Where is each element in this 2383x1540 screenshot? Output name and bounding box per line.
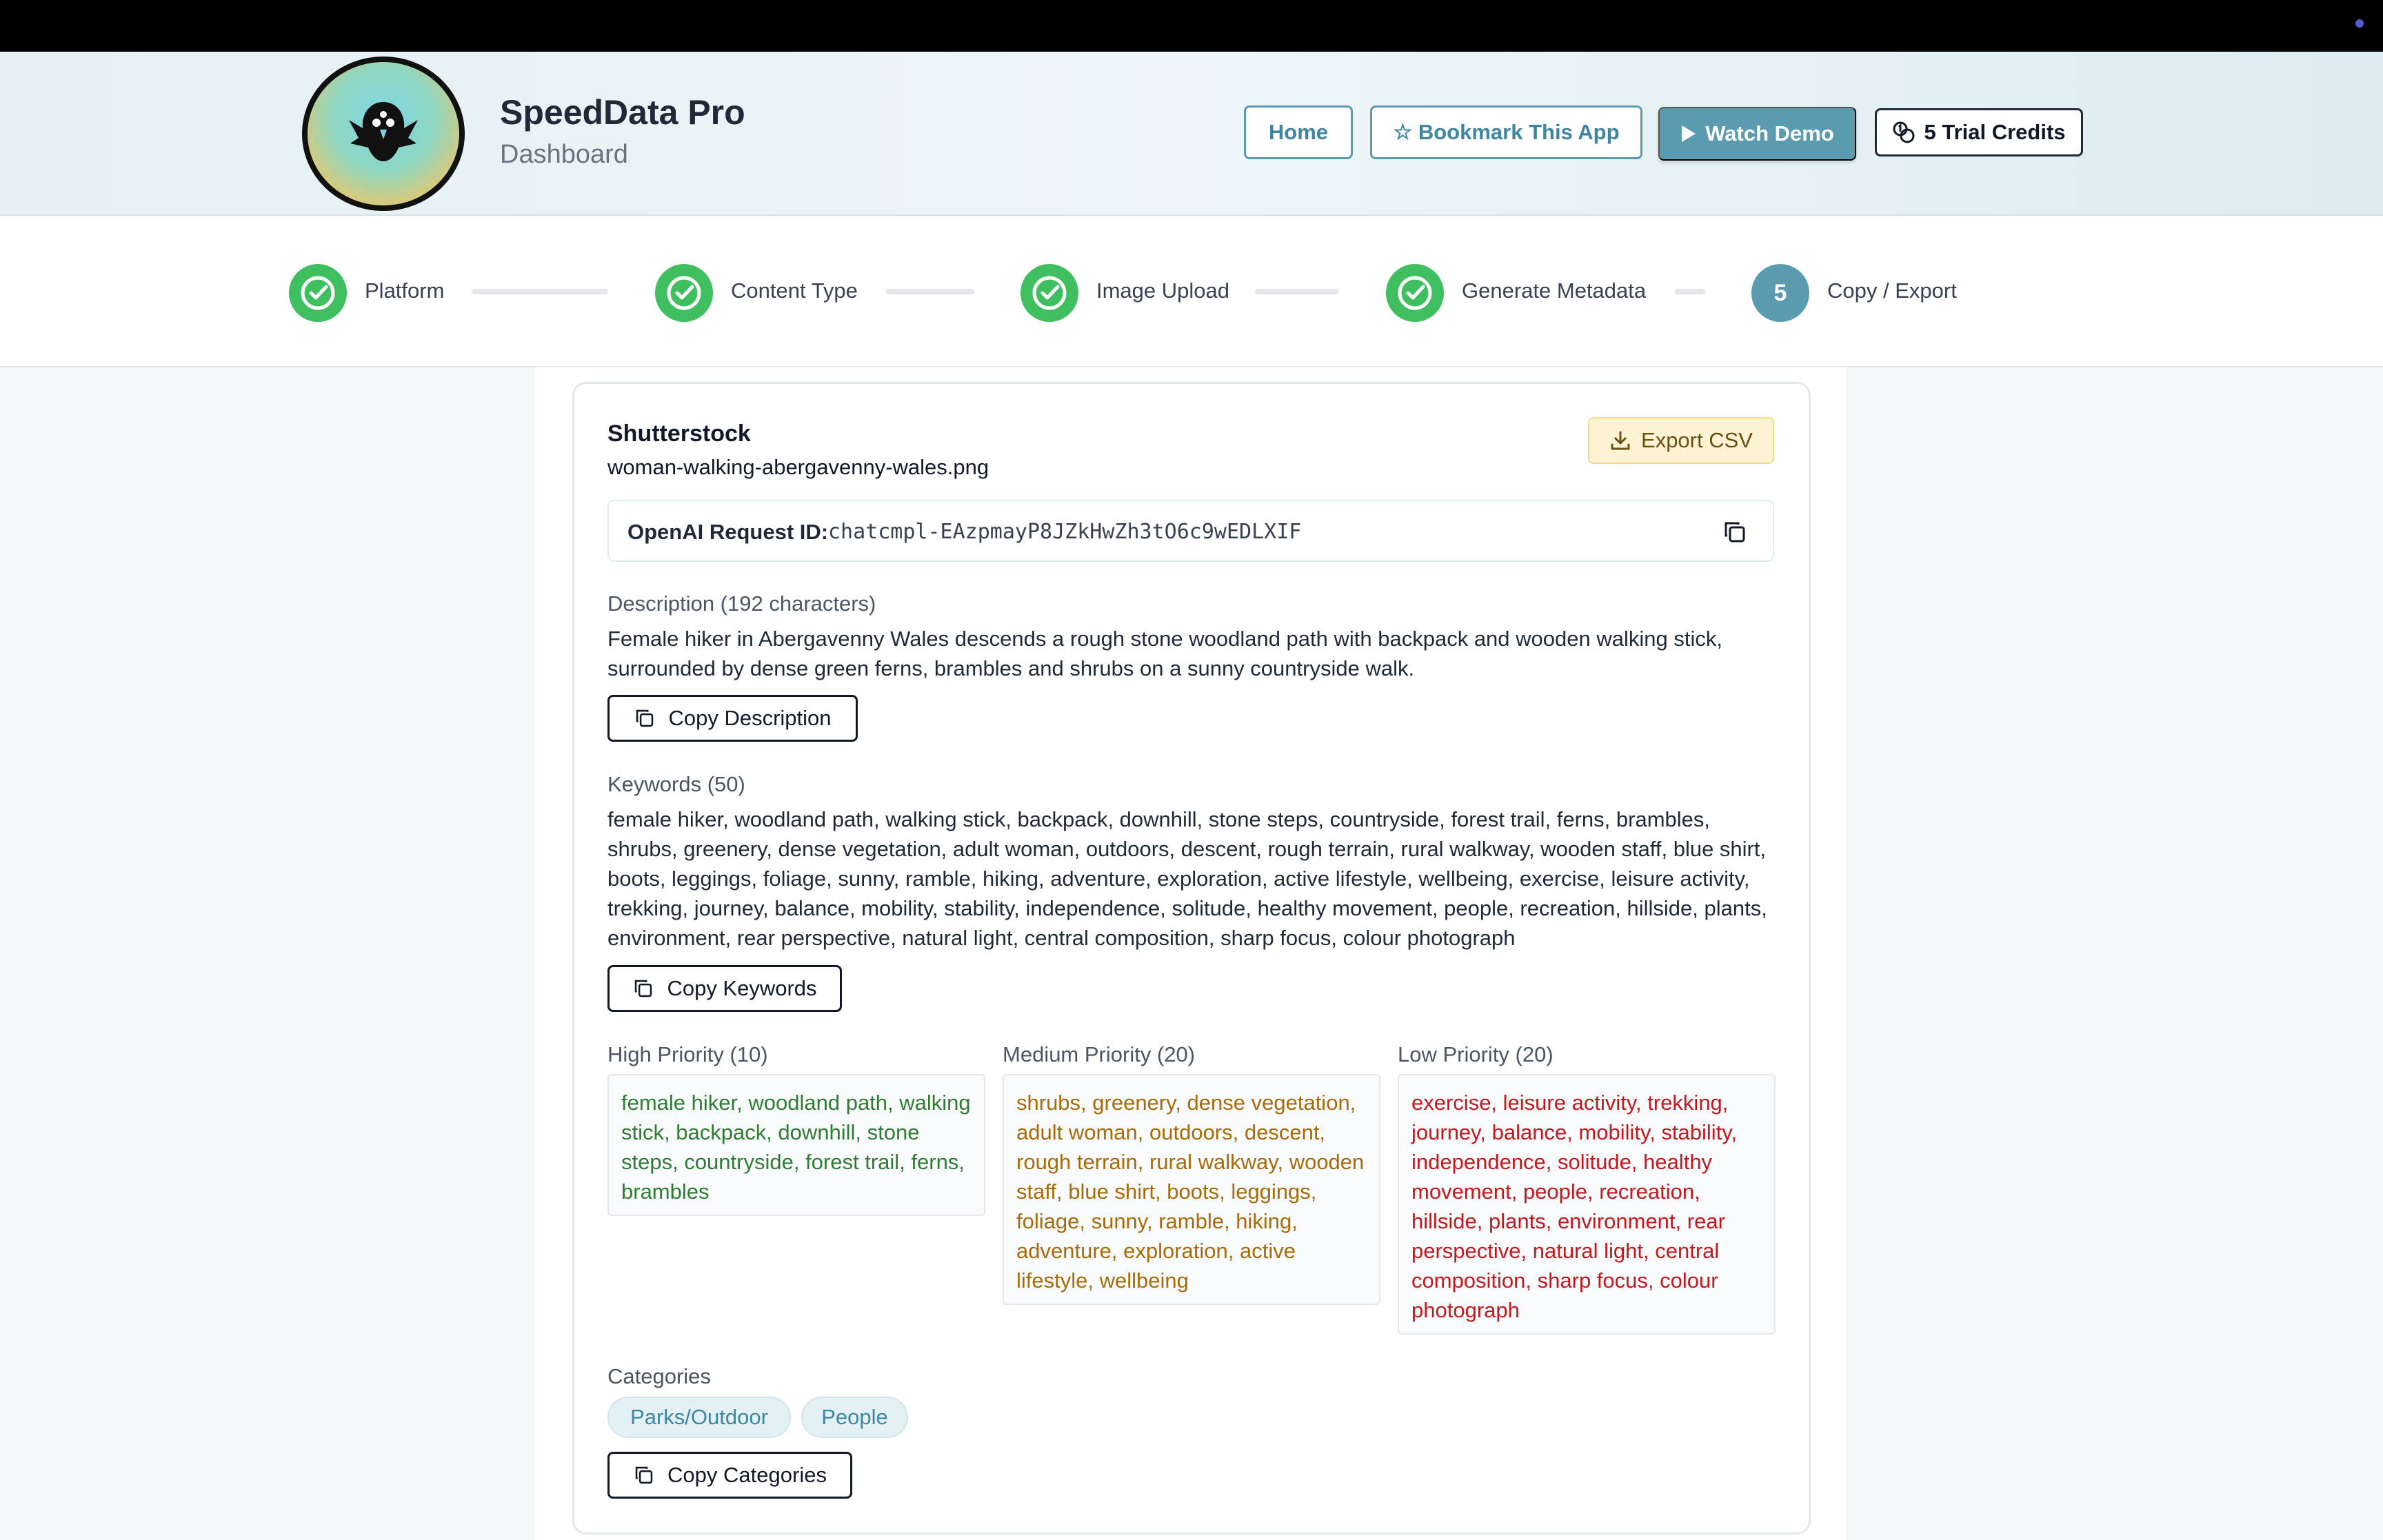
- export-csv-button[interactable]: [1588, 417, 1774, 464]
- category-chip: Parks/Outdoor: [607, 1397, 791, 1438]
- app-title: SpeedData Pro: [500, 93, 745, 132]
- status-dot: [2355, 19, 2364, 28]
- high-priority-keywords: female hiker, woodland path, walking stick, backpack, downhill, stone steps, countryside, forest trail, ferns, brambles: [607, 1074, 985, 1216]
- copy-icon[interactable]: [1722, 519, 1748, 545]
- step-generate-metadata-check-icon[interactable]: [1386, 264, 1444, 322]
- copy-icon: [632, 977, 654, 1000]
- low-priority-label: Low Priority (20): [1398, 1042, 1554, 1066]
- app-subtitle: Dashboard: [500, 140, 628, 169]
- trial-credits-label: 5 Trial Credits: [1924, 120, 2066, 144]
- download-icon: [1609, 429, 1631, 452]
- request-id-value[interactable]: chatcmpl-EAzpmayP8JZkHwZh3tO6c9wEDLXIF: [828, 520, 1302, 544]
- high-priority-label: High Priority (10): [607, 1042, 768, 1066]
- keywords-text: female hiker, woodland path, walking stick, backpack, downhill, stone steps, countryside, forest trail, ferns, brambles, shrubs, greenery, dense vegetation, adult woman, outdoors, descent, rough terrain, rural walkway, wooden staff, blue shirt, boots, leggings, foliage, sunny, ramble, hiking, adventure, exploration, active lifestyle, wellbeing, exercise, leisure activity, trekking, journey, balance, mobility, stability, independence, solitude, healthy movement, people, recreation, hillside, plants, environment, rear perspective, natural light, central composition, sharp focus, colour photograph: [607, 807, 1767, 950]
- export-csv-label: Export CSV: [1641, 428, 1753, 452]
- request-id-label: OpenAI Request ID:: [627, 520, 829, 544]
- step-connector: [472, 289, 608, 294]
- category-chip: People: [801, 1397, 908, 1438]
- request-id-box: [607, 500, 1774, 562]
- step-image-upload-check-icon[interactable]: [1020, 264, 1078, 322]
- step-generate-metadata-label[interactable]: Generate Metadata: [1462, 278, 1647, 303]
- low-priority-keywords: exercise, leisure activity, trekking, journey, balance, mobility, stability, independence, solitude, healthy movement, people, recreation, hillside, plants, environment, rear perspective, natural light, central composition, sharp focus, colour photograph: [1398, 1074, 1776, 1335]
- platform-name: Shutterstock: [607, 421, 751, 447]
- step-image-upload-label[interactable]: Image Upload: [1096, 278, 1230, 303]
- copy-categories-label: Copy Categories: [667, 1463, 827, 1487]
- step-copy-export-number[interactable]: 5: [1751, 264, 1809, 322]
- categories-label: Categories: [607, 1364, 711, 1388]
- watch-demo-label: Watch Demo: [1705, 121, 1834, 145]
- step-connector: [1255, 289, 1339, 294]
- step-content-type-label[interactable]: Content Type: [731, 278, 858, 303]
- step-platform-label[interactable]: Platform: [365, 278, 445, 303]
- copy-description-label: Copy Description: [668, 706, 832, 730]
- step-copy-export-label[interactable]: Copy / Export: [1827, 278, 1957, 303]
- system-top-bar: [0, 0, 2383, 52]
- play-icon: [1680, 125, 1697, 143]
- trial-credits-button[interactable]: [1875, 108, 2083, 156]
- brand-logo[interactable]: [302, 57, 465, 211]
- keywords-label: Keywords (50): [607, 772, 745, 796]
- bookmark-button[interactable]: ☆ Bookmark This App: [1370, 105, 1642, 159]
- step-connector: [1675, 289, 1705, 294]
- medium-priority-label: Medium Priority (20): [1003, 1042, 1196, 1066]
- home-button[interactable]: Home: [1244, 105, 1353, 159]
- copy-categories-button[interactable]: [607, 1452, 852, 1499]
- logo-raven-icon: [308, 62, 459, 205]
- copy-keywords-label: Copy Keywords: [667, 976, 817, 1000]
- copy-icon: [633, 1464, 655, 1486]
- file-name: woman-walking-abergavenny-wales.png: [607, 455, 989, 479]
- coins-icon: [1892, 121, 1916, 144]
- step-content-type-check-icon[interactable]: [655, 264, 713, 322]
- description-text: Female hiker in Abergavenny Wales descends a rough stone woodland path with backpack and wooden walking stick, surrounded by dense green ferns, brambles and shrubs on a sunny countryside walk.: [607, 627, 1722, 680]
- copy-icon: [634, 707, 656, 729]
- medium-priority-keywords: shrubs, greenery, dense vegetation, adult woman, outdoors, descent, rough terrain, rural walkway, wooden staff, blue shirt, boots, leggings, foliage, sunny, ramble, hiking, adventure, exploration, active lifestyle, wellbeing: [1003, 1074, 1380, 1305]
- description-label: Description (192 characters): [607, 591, 876, 616]
- copy-keywords-button[interactable]: [607, 965, 842, 1012]
- watch-demo-button[interactable]: [1658, 107, 1856, 161]
- copy-description-button[interactable]: [607, 695, 858, 742]
- step-connector: [886, 289, 974, 294]
- step-platform-check-icon[interactable]: [289, 264, 347, 322]
